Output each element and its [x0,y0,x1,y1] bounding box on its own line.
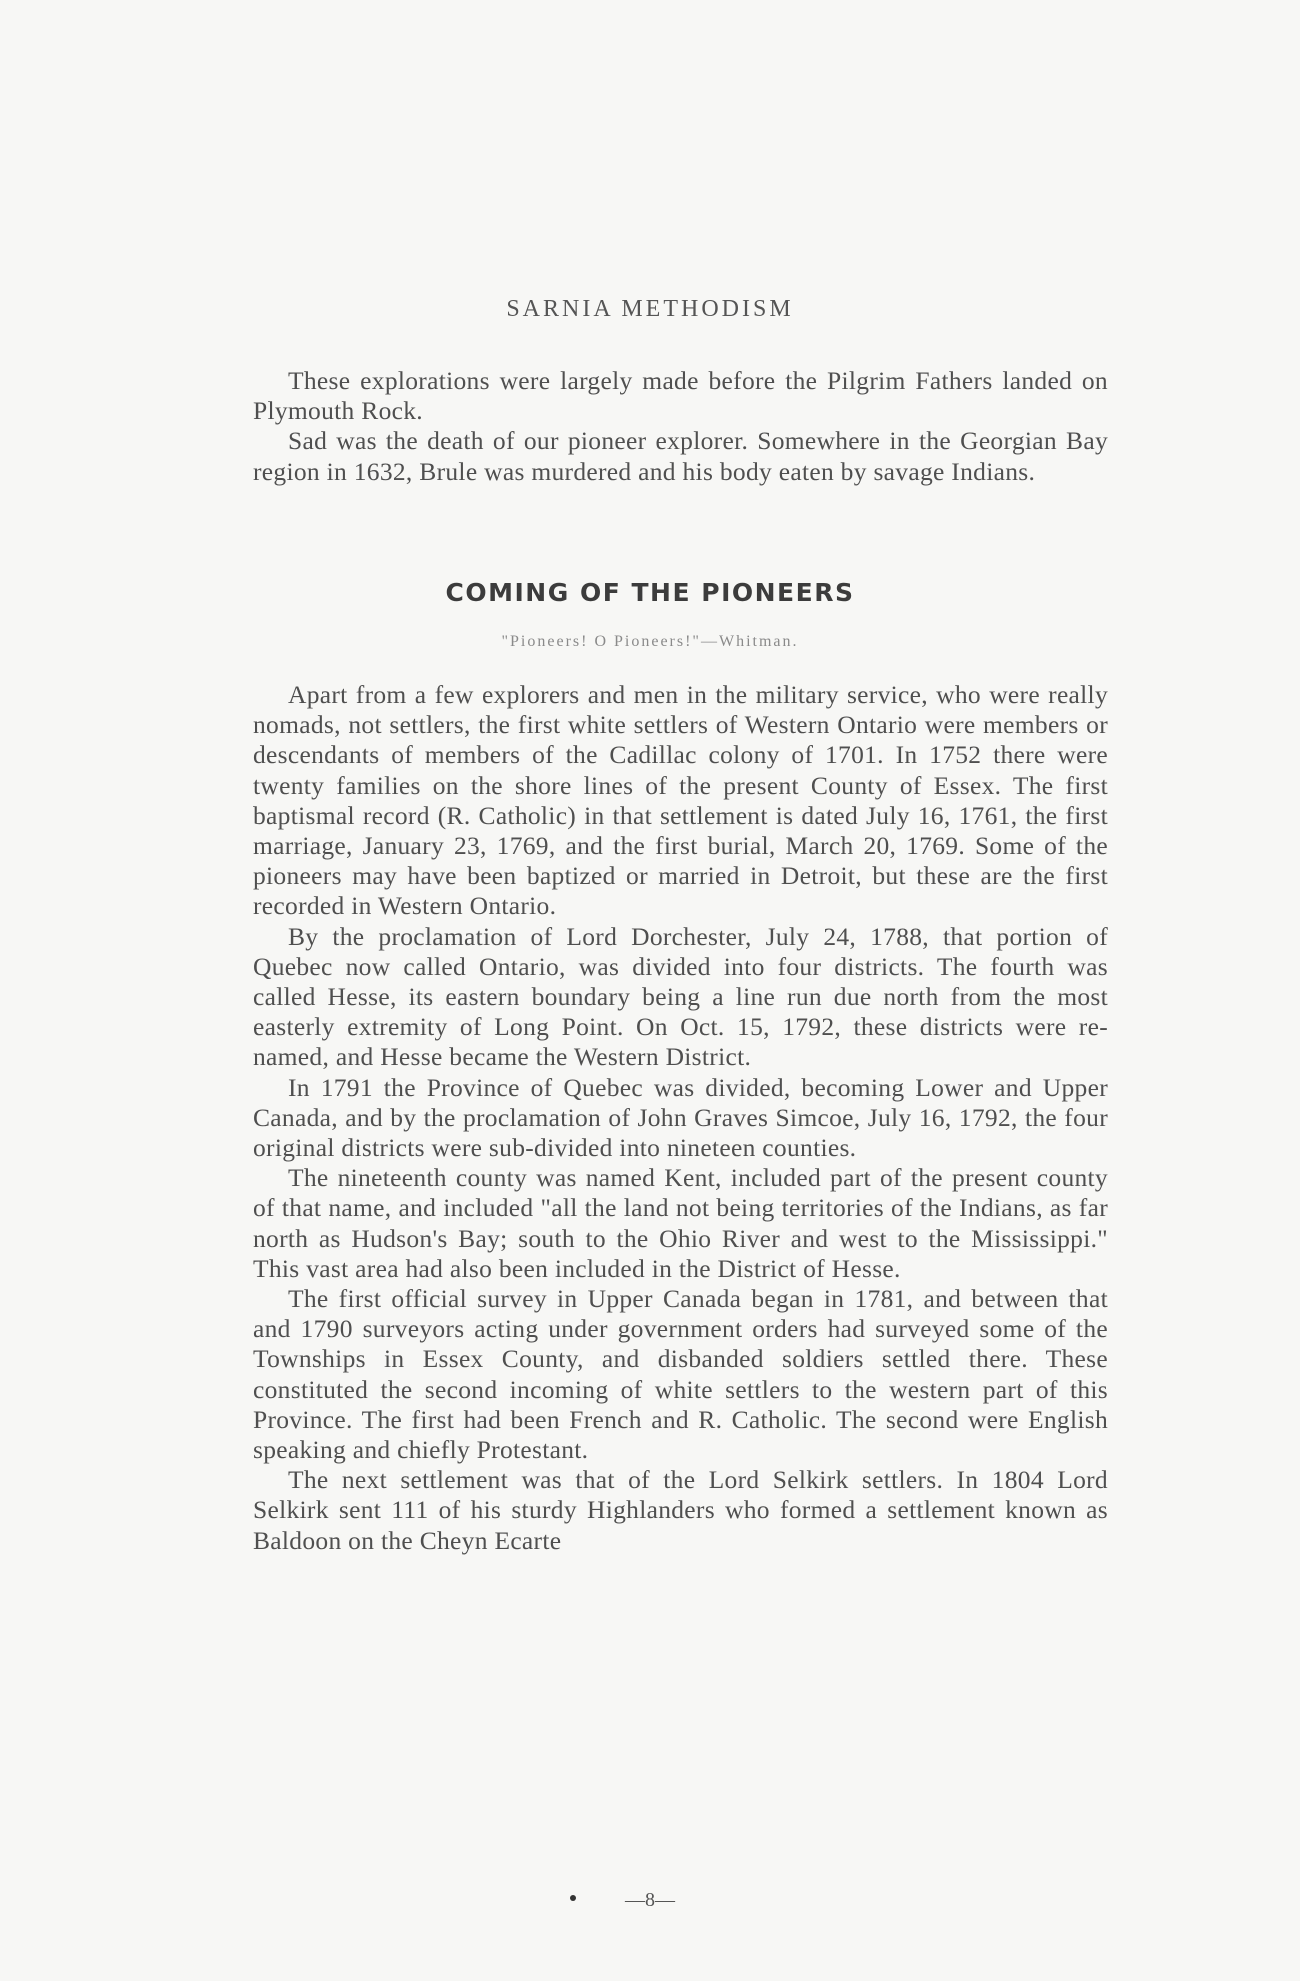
epigraph: "Pioneers! O Pioneers!"—Whitman. [501,633,799,650]
paragraph: These explorations were largely made before the Pilgrim Fathers landed on Plymouth Rock. [253,366,1108,426]
section-title: COMING OF THE PIONEERS [445,578,855,607]
paragraph: In 1791 the Province of Quebec was divided, becoming Lower and Upper Canada, and by the proclamation of John Graves Simcoe, July 16, 1792, the four original districts were sub-divided into nineteen counties. [253,1072,1108,1163]
paragraph: Sad was the death of our pioneer explorer. Somewhere in the Georgian Bay region in 1632, Brule was murdered and his body eaten by savage Indians. [253,426,1108,486]
paragraph: The first official survey in Upper Canada began in 1781, and between that and 1790 surveyors acting under government orders had surveyed some of the Townships in Essex County, and disbanded soldiers settled there. These constituted the second incoming of white settlers to the western part of this Province. The first had been French and R. Catholic. The second were English speaking and chiefly Protestant. [253,1284,1108,1465]
ink-dot-mark [570,1895,576,1901]
paragraph: The nineteenth county was named Kent, included part of the present county of that name, and included "all the land not being territories of the Indians, as far north as Hudson's Bay; south to the Ohio River and west to the Mississippi." This vast area had also been included in the District of Hesse. [253,1163,1108,1283]
paragraph: By the proclamation of Lord Dorchester, July 24, 1788, that portion of Quebec now called Ontario, was divided into four districts. The fourth was called Hesse, its eastern boundary being a line run due north from the most easterly extremity of Long Point. On Oct. 15, 1792, these districts were re-named, and Hesse became the Western District. [253,921,1108,1072]
page-number: —8— [625,1889,675,1911]
intro-text [253,366,1108,487]
paragraph: The next settlement was that of the Lord Selkirk settlers. In 1804 Lord Selkirk sent 111 of his sturdy Highlanders who formed a settlement known as Baldoon on the Cheyn Ecarte [253,1465,1108,1555]
paragraph: Apart from a few explorers and men in the military service, who were really nomads, not settlers, the first white settlers of Western Ontario were members or descendants of members of the Cadillac colony of 1701. In 1752 there were twenty families on the shore lines of the present County of Essex. The first baptismal record (R. Catholic) in that settlement is dated July 16, 1761, the first marriage, January 23, 1769, and the first burial, March 20, 1769. Some of the pioneers may have been baptized or married in Detroit, but these are the first recorded in Western Ontario. [253,680,1108,921]
running-header: SARNIA METHODISM [506,296,794,322]
page-footer [0,1889,1300,1912]
section-body [253,680,1108,1556]
